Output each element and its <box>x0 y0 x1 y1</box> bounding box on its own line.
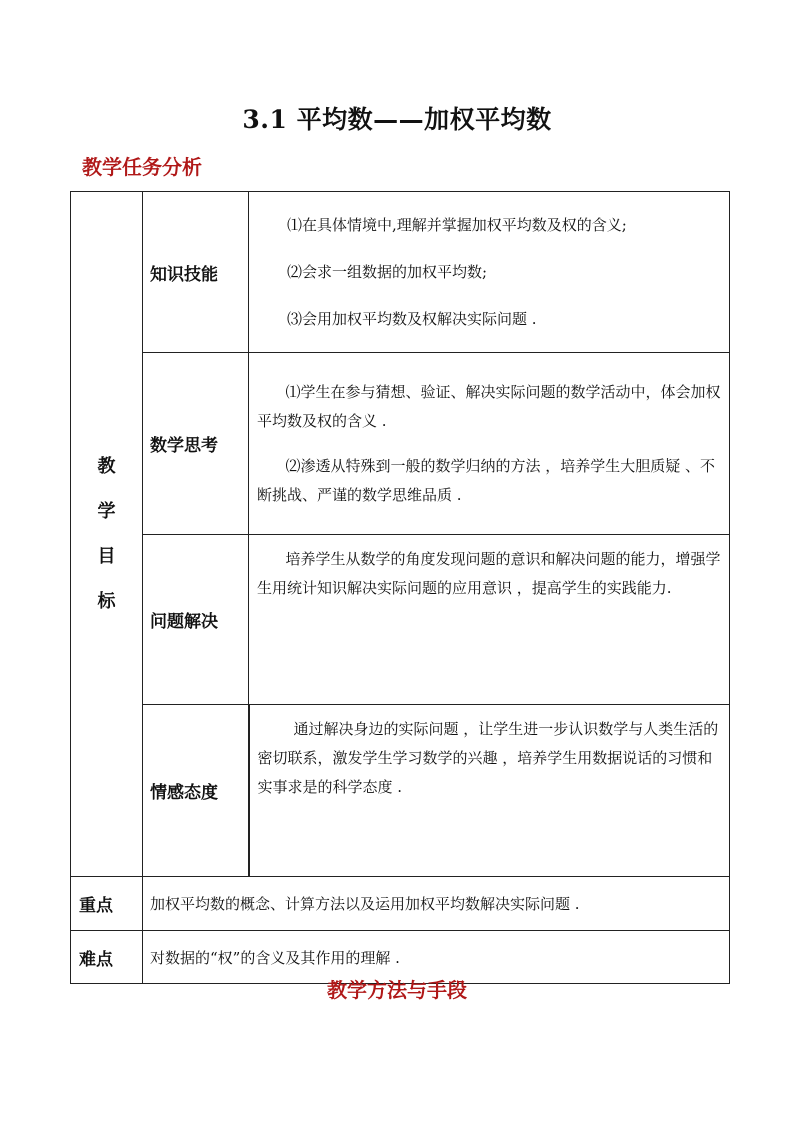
category-problem-solving: 问题解决 <box>143 535 249 705</box>
difficulty-content: 对数据的“权”的含义及其作用的理解 . <box>143 931 730 984</box>
knowledge-skills-content <box>249 192 730 353</box>
table-row <box>71 535 730 705</box>
attitude-content <box>249 705 730 877</box>
section-heading-task-analysis: 教学任务分析 <box>82 155 202 179</box>
list-item: ⑵会求一组数据的加权平均数; <box>287 262 488 281</box>
category-attitude: 情感态度 <box>143 705 249 877</box>
page-title: 3.1 平均数——加权平均数 <box>242 105 552 134</box>
difficulty-label: 难点 <box>71 931 143 984</box>
goals-label-char: 目 <box>97 546 116 567</box>
paragraph: 培养学生从数学的角度发现问题的意识和解决问题的能力，增强学生用统计知识解决实际问题的应用意识 ，提高学生的实践能力. <box>257 550 721 597</box>
goals-label-cell <box>71 192 143 877</box>
table-row <box>71 192 730 353</box>
paragraph: 通过解决身边的实际问题 ，让学生进一步认识数学与人类生活的密切联系，激发学生学习数学的兴趣 ，培养学生用数据说话的习惯和实事求是的科学态度 . <box>257 720 719 796</box>
category-knowledge-skills: 知识技能 <box>143 192 249 353</box>
goals-label-char: 教 <box>97 456 116 477</box>
category-math-thinking: 数学思考 <box>143 353 249 535</box>
table-row <box>71 877 730 931</box>
goals-label-char: 学 <box>97 501 116 522</box>
key-point-content: 加权平均数的概念、计算方法以及运用加权平均数解决实际问题 . <box>143 877 730 931</box>
table-row <box>71 353 730 535</box>
paragraph: ⑴学生在参与猜想、验证、解决实际问题的数学活动中，体会加权平均数及权的含义 . <box>257 382 721 430</box>
table-row <box>71 705 730 877</box>
problem-solving-content <box>249 535 730 705</box>
goals-label-char: 标 <box>97 591 116 612</box>
paragraph: ⑵渗透从特殊到一般的数学归纳的方法 ，培养学生大胆质疑 、不断挑战、严谨的数学思维品质 . <box>257 456 716 504</box>
list-item: ⑶会用加权平均数及权解决实际问题 . <box>287 309 537 328</box>
teaching-goals-table <box>70 191 730 984</box>
section-heading-teaching-methods: 教学方法与手段 <box>327 978 467 1002</box>
math-thinking-content <box>249 353 730 535</box>
key-point-label: 重点 <box>71 877 143 931</box>
list-item: ⑴在具体情境中,理解并掌握加权平均数及权的含义; <box>287 215 627 234</box>
